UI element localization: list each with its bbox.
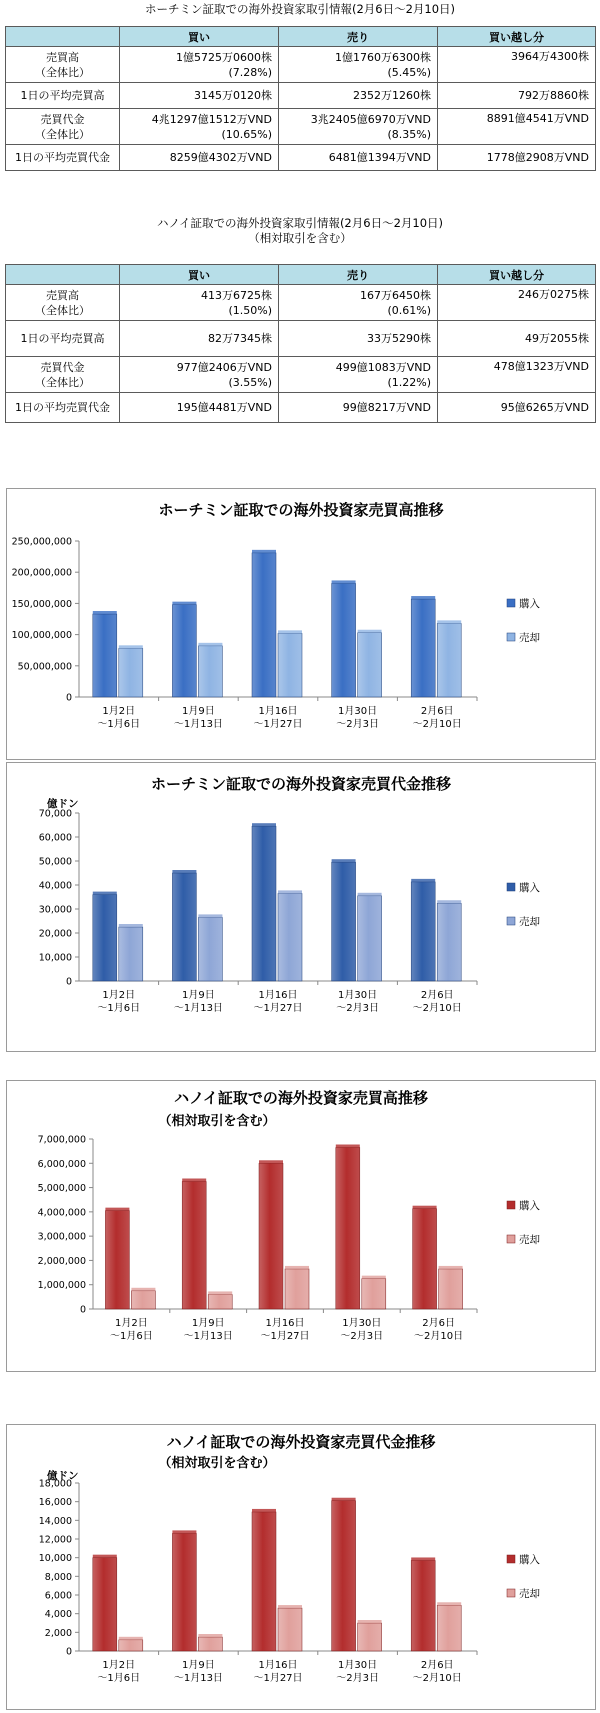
sell-cell: 6481億1394万VND <box>279 145 438 171</box>
sell-cell: 2352万1260株 <box>279 83 438 109</box>
bar <box>172 605 196 697</box>
x-tick-label: 1月16日 <box>258 990 298 1001</box>
x-tick-label: ～2月10日 <box>412 1003 462 1014</box>
bar <box>119 648 143 697</box>
y-tick-label: 200,000,000 <box>11 567 72 579</box>
legend-label: 購入 <box>519 598 540 610</box>
row-label: 売買高 （全体比） <box>6 47 120 83</box>
bar <box>252 553 276 697</box>
x-tick-label: ～2月10日 <box>412 719 462 730</box>
x-tick-label: ～2月3日 <box>336 1003 379 1014</box>
bar-top <box>411 879 435 882</box>
hanoi-volume-chart <box>6 1080 596 1372</box>
y-tick-label: 2,000,000 <box>37 1255 86 1267</box>
bar-top <box>437 900 461 903</box>
x-tick-label: ～2月10日 <box>414 1331 464 1342</box>
bar-top <box>119 645 143 648</box>
bar <box>93 1558 117 1651</box>
chart-title: ホーチミン証取での海外投資家売買代金推移 <box>150 775 452 793</box>
header-buy: 買い <box>120 265 279 285</box>
chart-subtitle: （相対取引を含む） <box>158 1456 276 1471</box>
buy-cell: 3145万0120株 <box>120 83 279 109</box>
table-header-row <box>6 265 596 285</box>
bar-top <box>332 1498 356 1501</box>
bar-top <box>182 1179 206 1182</box>
bar-top <box>252 550 276 553</box>
bar <box>362 1279 386 1309</box>
bar <box>252 1512 276 1651</box>
y-tick-label: 0 <box>79 1304 86 1316</box>
y-tick-label: 50,000,000 <box>17 661 72 673</box>
y-tick-label: 8,000 <box>44 1571 72 1583</box>
bar-top <box>278 890 302 893</box>
x-tick-label: 1月16日 <box>258 706 298 717</box>
y-tick-label: 18,000 <box>38 1478 72 1490</box>
bar-top <box>172 1530 196 1533</box>
y-tick-label: 3,000,000 <box>37 1231 86 1243</box>
x-tick-label: 1月2日 <box>102 990 136 1001</box>
bar-top <box>411 1557 435 1560</box>
bar-top <box>259 1160 283 1163</box>
bar <box>358 896 382 981</box>
chart-subtitle: （相対取引を含む） <box>158 1114 276 1129</box>
hanoi-volume-chart-svg <box>7 1081 595 1371</box>
buy-cell: 195億4481万VND <box>120 393 279 423</box>
bar-top <box>198 1634 222 1637</box>
hcm-value-chart-svg <box>7 763 595 1051</box>
y-axis-unit-label: 億ドン <box>47 1470 79 1482</box>
y-tick-label: 5,000,000 <box>37 1183 86 1195</box>
legend-label: 売却 <box>519 1588 540 1600</box>
x-tick-label: 1月30日 <box>338 1660 378 1671</box>
header-empty <box>6 27 120 47</box>
sell-cell: 3兆2405億6970万VND (8.35%) <box>279 109 438 145</box>
table-row <box>6 321 596 357</box>
bar-top <box>93 892 117 895</box>
x-tick-label: ～1月13日 <box>183 1331 233 1342</box>
hanoi-value-chart <box>6 1424 596 1710</box>
x-tick-label: ～2月3日 <box>336 719 379 730</box>
x-tick-label: 1月2日 <box>102 706 136 717</box>
x-tick-label: 1月9日 <box>182 706 215 717</box>
table-row <box>6 145 596 171</box>
bar-top <box>278 1605 302 1608</box>
legend-swatch <box>507 1555 515 1563</box>
net-cell: 3964万4300株 <box>438 47 596 83</box>
bar <box>358 1623 382 1651</box>
legend-swatch <box>507 917 515 925</box>
x-tick-label: 2月6日 <box>420 706 454 717</box>
hcm-volume-chart-svg <box>7 489 595 759</box>
row-label: 売買代金 （全体比） <box>6 357 120 393</box>
net-cell: 95億6265万VND <box>438 393 596 423</box>
hanoi-value-chart-svg <box>7 1425 595 1709</box>
hanoi-table-title-line2: （相対取引を含む） <box>248 231 352 245</box>
bar <box>198 1637 222 1651</box>
bar <box>285 1269 309 1309</box>
bar <box>278 633 302 697</box>
hanoi-table-title-line1: ハノイ証取での海外投資家取引情報(2月6日～2月10日) <box>156 216 444 230</box>
y-tick-label: 14,000 <box>38 1515 72 1527</box>
x-tick-label: ～2月3日 <box>340 1331 384 1342</box>
bar-top <box>208 1291 232 1294</box>
legend-label: 売却 <box>519 632 540 644</box>
bar-top <box>278 630 302 633</box>
row-label: 1日の平均売買代金 <box>6 393 120 423</box>
bar <box>437 623 461 697</box>
bar <box>411 1560 435 1651</box>
bar-top <box>332 859 356 862</box>
buy-cell: 977億2406万VND (3.55%) <box>120 357 279 393</box>
x-tick-label: ～1月13日 <box>173 1673 223 1684</box>
header-net: 買い越し分 <box>438 27 596 47</box>
bar-top <box>336 1145 360 1148</box>
row-label: 売買代金 （全体比） <box>6 109 120 145</box>
bar <box>105 1211 129 1309</box>
row-label: 1日の平均売買代金 <box>6 145 120 171</box>
x-tick-label: 2月6日 <box>420 990 454 1001</box>
legend-label: 購入 <box>519 882 540 894</box>
y-axis-unit-label: 億ドン <box>47 798 79 810</box>
y-tick-label: 0 <box>65 1646 72 1658</box>
header-sell: 売り <box>279 265 438 285</box>
bar-top <box>411 596 435 599</box>
x-tick-label: 1月16日 <box>265 1318 305 1329</box>
x-tick-label: ～1月6日 <box>110 1331 153 1342</box>
x-tick-label: ～1月6日 <box>97 1673 141 1684</box>
bar-top <box>172 602 196 605</box>
x-tick-label: ～2月10日 <box>412 1673 462 1684</box>
y-tick-label: 40,000 <box>38 880 72 892</box>
y-tick-label: 12,000 <box>38 1534 72 1546</box>
legend-label: 購入 <box>519 1554 540 1566</box>
x-tick-label: 1月30日 <box>342 1318 382 1329</box>
table-row <box>6 109 596 145</box>
table-header-row <box>6 27 596 47</box>
header-sell: 売り <box>279 27 438 47</box>
bar <box>259 1163 283 1309</box>
legend-swatch <box>507 1201 515 1209</box>
net-cell: 246万0275株 <box>438 285 596 321</box>
bar <box>172 873 196 981</box>
bar <box>332 1501 356 1651</box>
y-tick-label: 30,000 <box>38 904 72 916</box>
bar <box>252 826 276 981</box>
legend-swatch <box>507 1589 515 1597</box>
hanoi-table-title <box>0 216 600 246</box>
bar <box>413 1209 437 1309</box>
bar <box>172 1533 196 1651</box>
sell-cell: 167万6450株 (0.61%) <box>279 285 438 321</box>
bar <box>131 1291 155 1309</box>
chart-title: ハノイ証取での海外投資家売買代金推移 <box>166 1433 436 1451</box>
x-tick-label: ～1月27日 <box>253 1673 303 1684</box>
bar-top <box>172 870 196 873</box>
table-row <box>6 357 596 393</box>
table-row <box>6 83 596 109</box>
bar <box>439 1269 463 1309</box>
bar <box>437 1605 461 1651</box>
bar <box>332 862 356 981</box>
table-row <box>6 393 596 423</box>
bar-top <box>437 1602 461 1605</box>
x-tick-label: 1月2日 <box>115 1318 148 1329</box>
y-tick-label: 20,000 <box>38 928 72 940</box>
y-tick-label: 4,000 <box>44 1609 72 1621</box>
y-tick-label: 10,000 <box>38 1553 72 1565</box>
y-tick-label: 60,000 <box>38 832 72 844</box>
buy-cell: 82万7345株 <box>120 321 279 357</box>
hcm-volume-chart <box>6 488 596 760</box>
header-empty <box>6 265 120 285</box>
y-tick-label: 150,000,000 <box>11 598 72 610</box>
y-tick-label: 2,000 <box>44 1627 72 1639</box>
bar <box>336 1148 360 1310</box>
y-tick-label: 70,000 <box>38 808 72 820</box>
bar <box>198 917 222 981</box>
bar-top <box>105 1208 129 1211</box>
hcm-trade-table <box>5 26 596 171</box>
hcm-value-chart <box>6 762 596 1052</box>
y-tick-label: 1,000,000 <box>37 1280 86 1292</box>
bar <box>198 646 222 697</box>
row-label: 1日の平均売買高 <box>6 321 120 357</box>
row-label: 売買高 （全体比） <box>6 285 120 321</box>
legend-swatch <box>507 599 515 607</box>
legend-swatch <box>507 883 515 891</box>
bar-top <box>358 1620 382 1623</box>
y-tick-label: 10,000 <box>38 952 72 964</box>
bar <box>358 633 382 697</box>
x-tick-label: ～1月27日 <box>260 1331 310 1342</box>
net-cell: 49万2055株 <box>438 321 596 357</box>
bar-top <box>198 643 222 646</box>
bar-top <box>362 1276 386 1279</box>
sell-cell: 1億1760万6300株 (5.45%) <box>279 47 438 83</box>
bar <box>182 1182 206 1310</box>
x-tick-label: 1月9日 <box>182 1660 215 1671</box>
bar <box>93 895 117 981</box>
bar-top <box>285 1266 309 1269</box>
bar-top <box>119 1637 143 1640</box>
x-tick-label: 1月9日 <box>182 990 215 1001</box>
legend-label: 購入 <box>519 1200 540 1212</box>
row-label: 1日の平均売買高 <box>6 83 120 109</box>
sell-cell: 499億1083万VND (1.22%) <box>279 357 438 393</box>
hcm-table-title: ホーチミン証取での海外投資家取引情報(2月6日～2月10日) <box>144 2 456 16</box>
x-tick-label: 1月9日 <box>191 1318 225 1329</box>
hanoi-trade-table <box>5 264 596 423</box>
y-tick-label: 0 <box>65 692 72 704</box>
net-cell: 8891億4541万VND <box>438 109 596 145</box>
bar-top <box>131 1288 155 1291</box>
bar-top <box>358 630 382 633</box>
header-net: 買い越し分 <box>438 265 596 285</box>
bar <box>411 882 435 981</box>
x-tick-label: ～2月3日 <box>336 1673 379 1684</box>
bar-top <box>358 893 382 896</box>
y-tick-label: 0 <box>65 976 72 988</box>
legend-swatch <box>507 633 515 641</box>
table-row <box>6 47 596 83</box>
x-tick-label: ～1月27日 <box>253 1003 303 1014</box>
legend-label: 売却 <box>519 1234 540 1246</box>
x-tick-label: 1月16日 <box>258 1660 298 1671</box>
x-tick-label: 1月2日 <box>102 1660 136 1671</box>
bar <box>119 1640 143 1651</box>
x-tick-label: ～1月13日 <box>173 1003 223 1014</box>
y-tick-label: 7,000,000 <box>37 1134 86 1146</box>
bar <box>437 903 461 981</box>
x-tick-label: ～1月13日 <box>173 719 223 730</box>
sell-cell: 33万5290株 <box>279 321 438 357</box>
buy-cell: 4兆1297億1512万VND (10.65%) <box>120 109 279 145</box>
x-tick-label: 2月6日 <box>420 1660 454 1671</box>
net-cell: 792万8860株 <box>438 83 596 109</box>
header-buy: 買い <box>120 27 279 47</box>
table-row <box>6 285 596 321</box>
bar-top <box>93 611 117 614</box>
y-tick-label: 6,000 <box>44 1590 72 1602</box>
chart-title: ハノイ証取での海外投資家売買高推移 <box>174 1089 428 1107</box>
x-tick-label: ～1月6日 <box>97 1003 141 1014</box>
chart-title: ホーチミン証取での海外投資家売買高推移 <box>158 501 444 519</box>
x-tick-label: 1月30日 <box>338 990 378 1001</box>
y-tick-label: 250,000,000 <box>11 536 72 548</box>
bar <box>278 893 302 981</box>
y-tick-label: 16,000 <box>38 1497 72 1509</box>
bar-top <box>439 1266 463 1269</box>
bar <box>278 1608 302 1651</box>
bar <box>411 599 435 697</box>
buy-cell: 1億5725万0600株 (7.28%) <box>120 47 279 83</box>
bar-top <box>198 914 222 917</box>
bar-top <box>332 580 356 583</box>
buy-cell: 413万6725株 (1.50%) <box>120 285 279 321</box>
bar <box>332 583 356 697</box>
y-tick-label: 100,000,000 <box>11 630 72 642</box>
bar <box>119 927 143 981</box>
buy-cell: 8259億4302万VND <box>120 145 279 171</box>
bar-top <box>93 1555 117 1558</box>
bar-top <box>252 823 276 826</box>
legend-swatch <box>507 1235 515 1243</box>
sell-cell: 99億8217万VND <box>279 393 438 423</box>
x-tick-label: ～1月27日 <box>253 719 303 730</box>
y-tick-label: 50,000 <box>38 856 72 868</box>
net-cell: 478億1323万VND <box>438 357 596 393</box>
bar <box>93 614 117 697</box>
x-tick-label: ～1月6日 <box>97 719 141 730</box>
x-tick-label: 2月6日 <box>422 1318 455 1329</box>
bar-top <box>119 924 143 927</box>
bar <box>208 1294 232 1309</box>
x-tick-label: 1月30日 <box>338 706 378 717</box>
y-tick-label: 4,000,000 <box>37 1207 86 1219</box>
bar-top <box>413 1206 437 1209</box>
net-cell: 1778億2908万VND <box>438 145 596 171</box>
legend-label: 売却 <box>519 916 540 928</box>
y-tick-label: 6,000,000 <box>37 1158 86 1170</box>
bar-top <box>437 620 461 623</box>
bar-top <box>252 1509 276 1512</box>
